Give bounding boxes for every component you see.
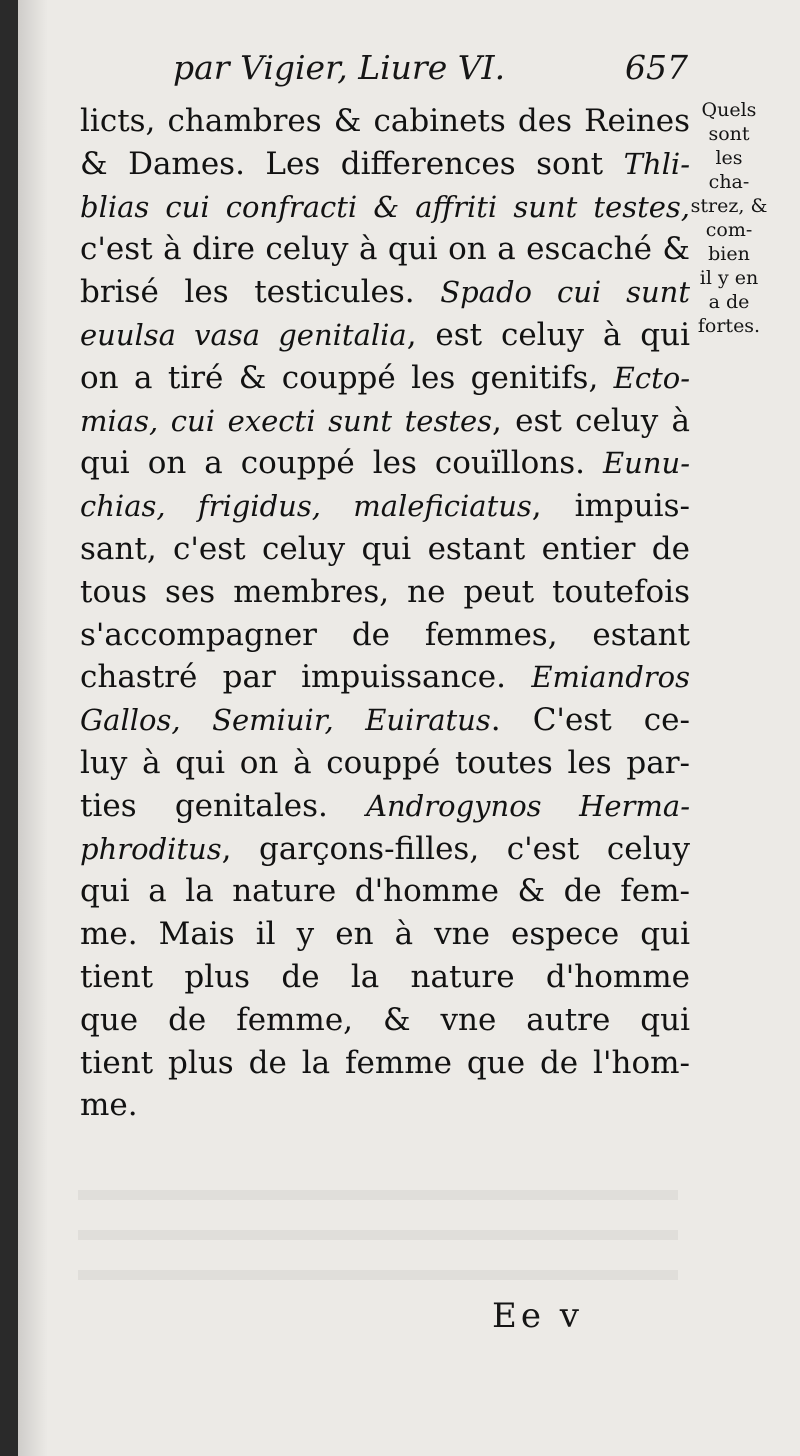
latin-term: Eunu- <box>603 446 690 481</box>
text-line <box>80 913 690 956</box>
text-line <box>80 828 690 871</box>
text-line <box>80 228 690 271</box>
latin-term: Thli- <box>623 146 690 181</box>
text-line <box>80 271 690 314</box>
text-line <box>80 571 690 614</box>
latin-term: blias cui confracti & affriti sunt testes, <box>80 189 690 224</box>
text-line <box>80 485 690 528</box>
margin-note-line: sont <box>708 123 750 145</box>
text-run: , est celuy à qui <box>406 316 690 353</box>
text-run: c'est à dire celuy à qui on a escaché & <box>80 231 690 268</box>
latin-term: phroditus <box>80 831 222 866</box>
text-line <box>80 400 690 443</box>
text-line <box>80 956 690 999</box>
text-line <box>80 1042 690 1085</box>
text-run: s'accompagner de femmes, estant <box>80 616 690 653</box>
text-run: tient plus de la nature d'homme <box>80 958 690 995</box>
latin-term: euulsa vasa genitalia <box>80 317 407 352</box>
text-run: brisé les testicules. <box>80 274 441 311</box>
latin-term: mias, cui execti sunt testes <box>80 403 493 438</box>
text-run: tous ses membres, ne peut toutefois <box>80 573 690 610</box>
text-line <box>80 742 690 785</box>
main-text-block <box>80 100 690 1127</box>
text-run: , garçons-filles, c'est celuy <box>221 830 690 867</box>
text-run: & Dames. Les differences sont <box>80 145 624 182</box>
show-through-area <box>78 1160 678 1280</box>
text-run: qui a la nature d'homme & de fem- <box>80 873 690 910</box>
text-line <box>80 186 690 229</box>
latin-term: Androgynos Herma- <box>366 788 690 823</box>
text-line <box>80 699 690 742</box>
page-number: 657 <box>625 48 688 87</box>
margin-note-line: bien <box>708 243 750 265</box>
latin-term: Spado cui sunt <box>440 275 690 310</box>
text-run: que de femme, & vne autre qui <box>80 1001 690 1038</box>
text-run: licts, chambres & cabinets des Reines <box>80 103 690 139</box>
text-run: chastré par impuissance. <box>80 659 532 696</box>
text-line <box>80 100 690 143</box>
margin-note-line: les <box>715 147 743 169</box>
text-line <box>80 999 690 1042</box>
margin-note-line: a de <box>708 291 750 313</box>
margin-note-line: Quels <box>701 99 757 121</box>
signature-mark: Ee v <box>492 1296 583 1336</box>
text-line <box>80 870 690 913</box>
margin-note-line: com- <box>705 219 753 241</box>
text-run: . C'est ce- <box>490 702 690 739</box>
latin-term: Gallos, Semiuir, Euiratus <box>80 703 491 738</box>
margin-note-line: strez, & <box>690 195 768 217</box>
text-line <box>80 442 690 485</box>
text-run: sant, c'est celuy qui estant entier de <box>80 530 690 567</box>
text-line <box>80 143 690 186</box>
margin-note-line: cha- <box>708 171 750 193</box>
text-run: qui on a couppé les couïllons. <box>80 445 603 482</box>
margin-note-line: fortes. <box>697 315 761 337</box>
margin-note-line: il y en <box>699 267 759 289</box>
text-run: me. <box>80 1087 138 1124</box>
text-line <box>80 785 690 828</box>
latin-term: Ecto- <box>613 360 690 395</box>
text-line <box>80 1084 690 1127</box>
text-run: me. Mais il y en à vne espece qui <box>80 916 690 953</box>
book-page <box>18 0 800 1456</box>
text-line <box>80 357 690 400</box>
latin-term: Emiandros <box>531 660 690 695</box>
latin-term: chias, frigidus, maleficiatus <box>80 489 532 524</box>
text-run: on a tiré & couppé les genitifs, <box>80 359 614 396</box>
text-line <box>80 528 690 571</box>
text-run: luy à qui on à couppé toutes les par- <box>80 744 690 781</box>
running-title: par Vigier, Liure VI. <box>173 48 506 87</box>
text-run: ties genitales. <box>80 787 367 824</box>
text-line <box>80 614 690 657</box>
text-run: , est celuy à <box>492 402 690 439</box>
page-header <box>173 48 693 98</box>
text-line <box>80 314 690 357</box>
text-run: tient plus de la femme que de l'hom- <box>80 1044 690 1081</box>
margin-note <box>674 98 784 338</box>
text-line <box>80 656 690 699</box>
text-run: , impuis- <box>531 488 690 525</box>
